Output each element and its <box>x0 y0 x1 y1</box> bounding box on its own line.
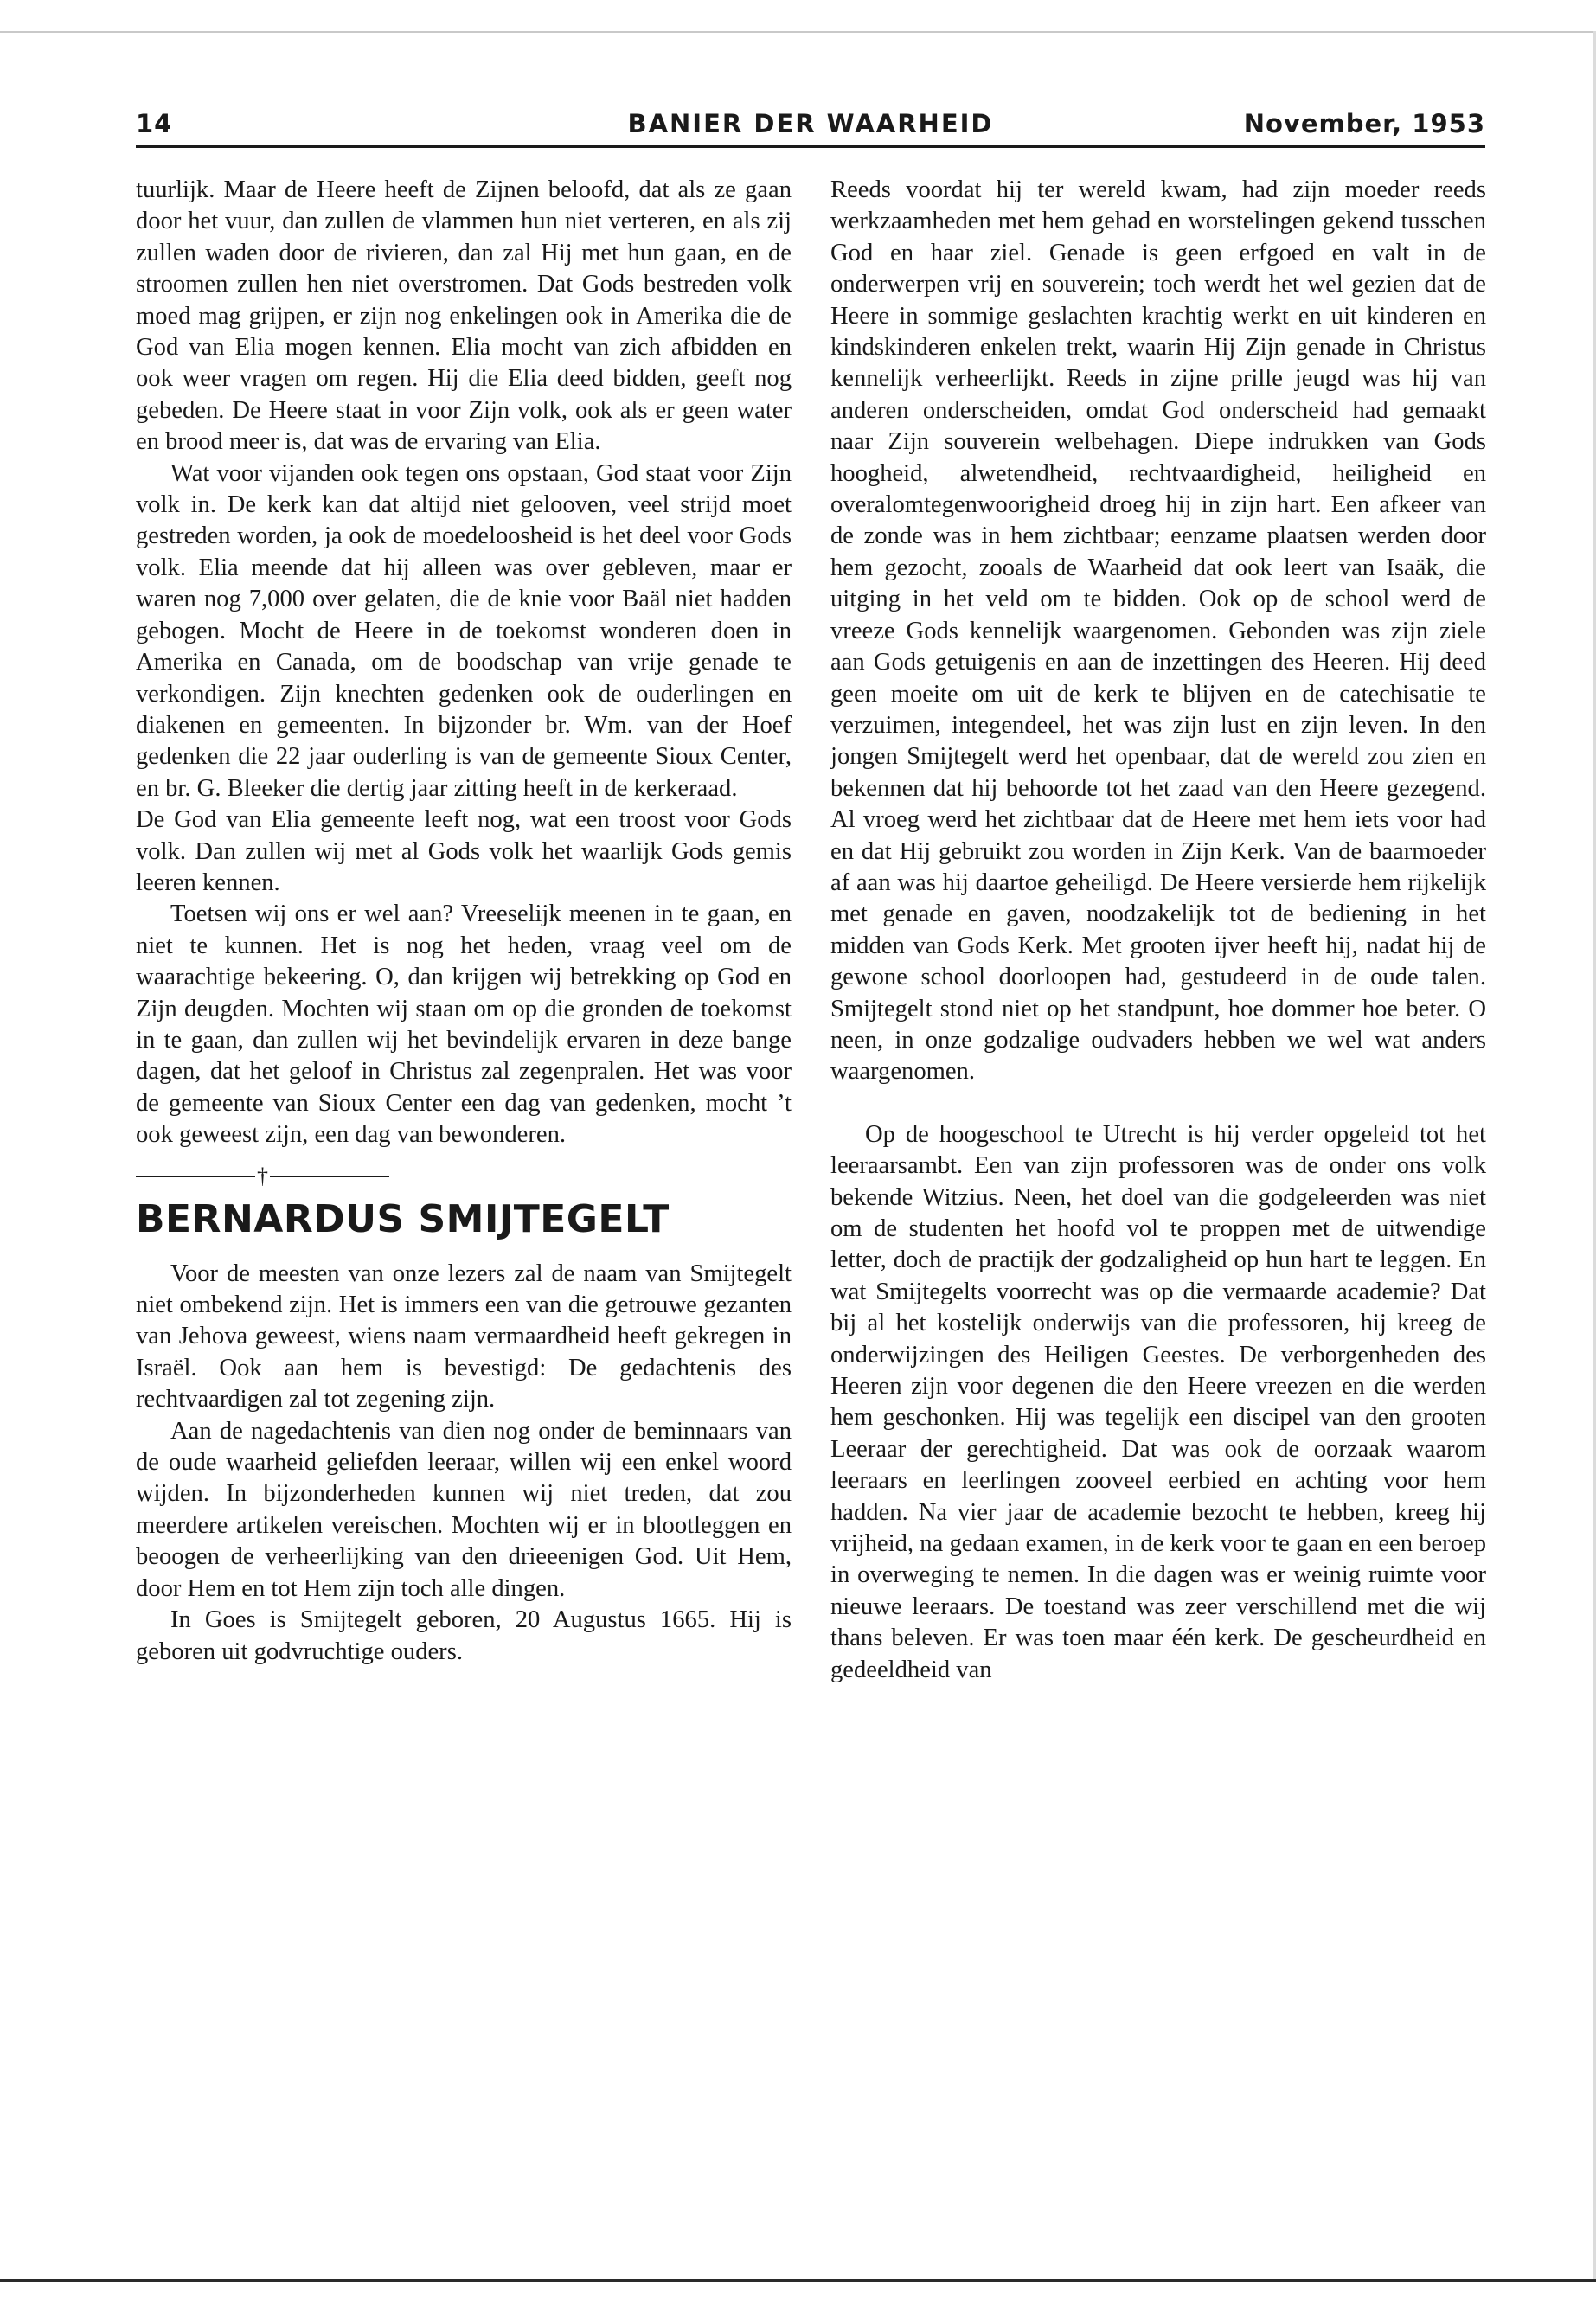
paragraph: In Goes is Smijtegelt geboren, 20 Augustus 1665. Hij is geboren uit godvruchtige ouders. <box>136 1606 792 1665</box>
paragraph: Wat voor vijanden ook tegen ons opstaan, God staat voor Zijn volk in. De kerk kan dat altijd niet gelooven, veel strijd moet gestreden worden, ja ook de moedeloosheid is het deel voor Gods volk. Elia meende dat hij alleen was over gebleven, maar er waren nog 7,000 over gelaten, die de knie voor Baäl niet hadden gebogen. Mocht de Heere in de toekomst wonderen doen in Amerika en Canada, om de boodschap van vrije genade te verkondigen. Zijn knechten gedenken ook de ouderlingen en diakenen en gemeenten. In bijzonder br. Wm. van der Hoef gedenken die 22 jaar ouderling is van de gemeente Sioux Center, en br. G. Bleeker die dertig jaar zitting heeft in de kerkeraad. <box>136 459 792 802</box>
paragraph: Reeds voordat hij ter wereld kwam, had zijn moeder reeds werkzaamheden met hem gehad en worstelingen gekend tusschen God en haar ziel. Genade is geen erfgoed en valt in de onderwerpen vrij en souverein; toch werdt het wel gezien dat de Heere in sommige geslachten krachtig werkt en uit kinderen en kindskinderen enkelen trekt, waarin Hij Zijn genade in Christus kennelijk verheerlijkt. Reeds in zijne prille jeugd was hij van anderen onderscheiden, omdat God onderscheid had gemaakt naar Zijn souverein welbehagen. Diepe indrukken van Gods hoogheid, alwetendheid, rechtvaardigheid, heiligheid en overalomtegenwoorigheid droeg hij in zijn hart. Een afkeer van de zonde was in hem zichtbaar; eenzame plaatsen werden door hem gezocht, zooals de Waarheid dat ook leert van Isaäk, die uitging in het veld om te bidden. Ook op de school werd de vreeze Gods kennelijk waargenomen. Gebonden was zijn ziele aan Gods getuigenis en aan de inzettingen des Heeren. Hij deed geen moeite om uit de kerk te blijven en de catechisatie te verzuimen, integendeel, het was zijn lust en zijn leven. In den jongen Smijtegelt werd het openbaar, dat de wereld zou zien en bekennen dat hij behoorde tot het zaad van den Heere gezegend. Al vroeg werd het zichtbaar dat de Heere met hem iets voor had en dat Hij gebruikt zou worden in Zijn Kerk. Van de baarmoeder af aan was hij daartoe geheiligd. De Heere versierde hem rijkelijk met genade en gaven, noodzakelijk tot de bediening in het midden van Gods Kerk. Met grooten ijver heeft hij, nadat hij de gewone school doorloopen had, gestudeerd in de oude talen. Smijtegelt stond niet op het standpunt, hoe dommer hoe beter. O neen, in onze godzalige oudvaders hebben we wel wat anders waargenomen. <box>830 176 1486 1086</box>
separator-line-right <box>270 1176 389 1177</box>
paragraph: Toetsen wij ons er wel aan? Vreeselijk meenen in te gaan, en niet te kunnen. Het is nog het heden, vraag veel om de waarachtige bekeering. O, dan krijgen wij betrekking op God en Zijn deugden. Mochten wij staan om op die gronden de toekomst in te gaan, dan zullen wij het bevindelijk ervaren in deze bange dagen, dat het geloof in Christus zal zegenpralen. Het was voor de gemeente van Sioux Center een dag van gedenken, mocht ’t ook geweest zijn, een dag van bewonderen. <box>136 901 792 1149</box>
publication-title: BANIER DER WAARHEID <box>627 109 994 138</box>
paragraph: De God van Elia gemeente leeft nog, wat een troost voor Gods volk. Dan zullen wij met al Gods volk het waarlijk Gods gemis leeren kennen. <box>136 806 792 896</box>
paragraph: Voor de meesten van onze lezers zal de naam van Smijtegelt niet ombekend zijn. Het is immers een van die getrouwe gezanten van Jehova geweest, wiens naam vermaardheid heeft gekregen in Israël. Ook aan hem is bevestigd: De gedachtenis des rechtvaardigen zal tot zegening zijn. <box>136 1259 792 1413</box>
scan-edge-right <box>1593 31 1596 2280</box>
cross-icon: † <box>257 1163 268 1189</box>
paragraph: Op de hoogeschool te Utrecht is hij verder opgeleid tot het leeraarsambt. Een van zijn professoren was de onder ons volk bekende Witzius. Neen, het doel van die godgeleerden was niet om de studenten het hoofd vol te proppen met de uitwendige letter, doch de practijk der godzaligheid op hun hart te leggen. En wat Smijtegelts voorrecht was op die vermaarde academie? Dat bij al het kostelijk onderwijs van die professoren, hij kreeg de onderwijzingen des Heiligen Geestes. De verborgenheden des Heeren zijn voor degenen die den Heere vreezen en die werden hem geschonken. Hij was tegelijk een discipel van den grooten Leeraar der gerechtigheid. Dat was ook de oorzaak waarom leeraars en leerlingen zooveel eerbied en achting voor hem hadden. Na vier jaar de academie bezocht te hebben, kreeg hij vrijheid, na gedaan examen, in de kerk voor te gaan en een beroep in overweging te nemen. In die dagen was er weinig ruimte voor nieuwe leeraars. De toestand was zeer verschillend met die wij thans beleven. Er was toen maar één kerk. De gescheurdheid en gedeeldheid van <box>830 1120 1486 1683</box>
scan-edge-top <box>0 31 1596 33</box>
section-separator <box>136 1162 792 1189</box>
right-column <box>830 175 1486 1686</box>
article-title: BERNARDUS SMIJTEGELT <box>136 1196 670 1241</box>
page-number: 14 <box>136 109 173 138</box>
paragraph: Aan de nagedachtenis van dien nog onder de beminnaars van de oude waarheid geliefden leeraar, willen wij een enkel woord wijden. In bijzonderheden kunnen wij niet treden, dat zou meerdere artikelen vereischen. Mochten wij er in blootleggen en beoogen de verheerlijking van den drieeenigen God. Uit Hem, door Hem en tot Hem zijn toch alle dingen. <box>136 1417 792 1602</box>
paragraph: tuurlijk. Maar de Heere heeft de Zijnen beloofd, dat als ze gaan door het vuur, dan zullen de vlammen hun niet verteren, en als zij zullen waden door de rivieren, dan zal Hij met hun gaan, en de stroomen zullen hen niet overstromen. Dat Gods bestreden volk moed mag grijpen, er zijn nog enkelingen ook in Amerika die de God van Elia mogen kennen. Elia mocht van zich afbidden en ook weer vragen om regen. Hij die Elia deed bidden, geeft nog gebeden. De Heere staat in voor Zijn volk, ook als er geen water en brood meer is, dat was de ervaring van Elia. <box>136 176 792 456</box>
separator-line-left <box>136 1176 255 1177</box>
left-column <box>136 175 792 1668</box>
issue-date: November, 1953 <box>1243 109 1485 138</box>
scan-edge-bottom <box>0 2279 1596 2282</box>
header-rule <box>136 145 1485 148</box>
